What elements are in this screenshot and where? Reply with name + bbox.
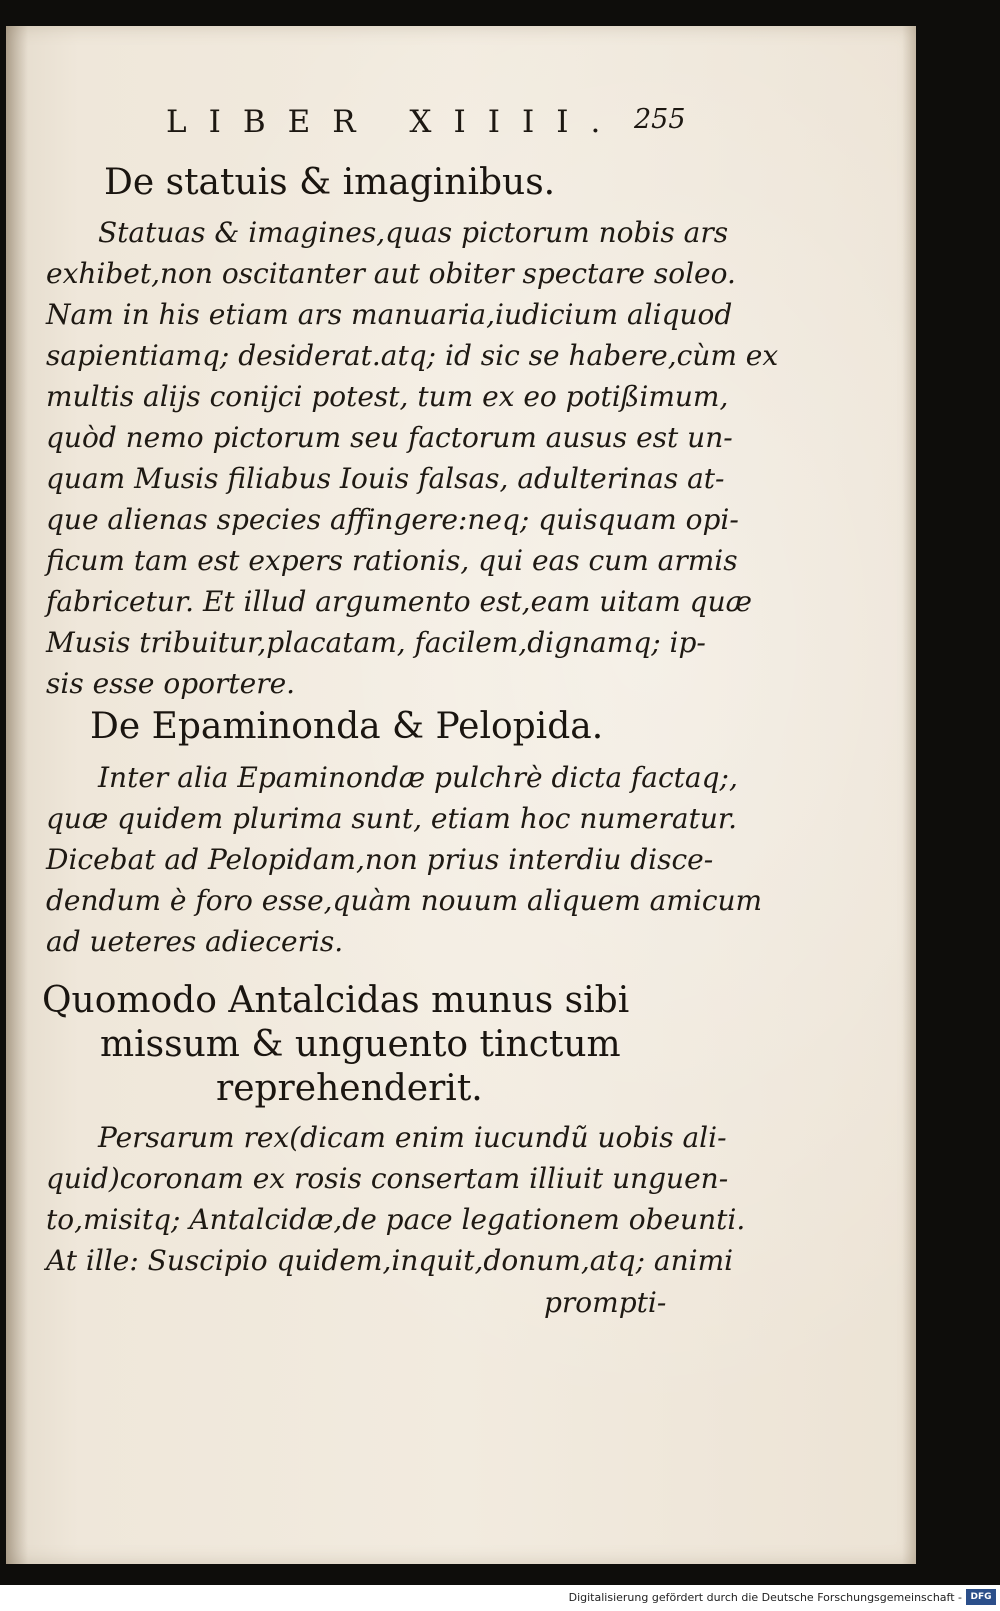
text-line: Statuas & imagines,quas pictorum nobis ars xyxy=(98,216,729,249)
text-line: ad ueteres adieceris. xyxy=(46,925,344,958)
text-line: Musis tribuitur,placatam, facilem,dignamq; ip- xyxy=(46,626,706,659)
page-number: 255 xyxy=(634,104,686,135)
text-line: At ille: Suscipio quidem,inquit,donum,atq; animi xyxy=(46,1244,734,1277)
section-heading-antalcidas-line2: missum & unguento tinctum xyxy=(100,1024,621,1065)
catchword: prompti- xyxy=(544,1286,667,1319)
text-line: multis alijs conijci potest, tum ex eo potißimum, xyxy=(46,380,729,413)
text-line: Inter alia Epaminondæ pulchrè dicta factaq;, xyxy=(98,761,738,794)
running-head: LIBER XIIII. xyxy=(166,104,623,140)
text-line: quòd nemo pictorum seu factorum ausus est un- xyxy=(46,421,733,454)
page-edge-shadow xyxy=(902,26,916,1564)
text-line: quam Musis filiabus Iouis falsas, adulterinas at- xyxy=(46,462,725,495)
text-line: to,misitq; Antalcidæ,de pace legationem obeunti. xyxy=(46,1203,746,1236)
section-heading-epaminonda: De Epaminonda & Pelopida. xyxy=(90,706,604,747)
text-line: ficum tam est expers rationis, qui eas cum armis xyxy=(46,544,738,577)
section-heading-antalcidas-line3: reprehenderit. xyxy=(216,1068,483,1109)
dfg-logo[interactable]: DFG xyxy=(966,1589,996,1605)
text-line: sapientiamq; desiderat.atq; id sic se habere,cùm ex xyxy=(46,339,779,372)
digitization-footer xyxy=(0,1585,1000,1611)
page-gutter-shadow xyxy=(6,26,28,1564)
text-line: que alienas species affingere:neq; quisquam opi- xyxy=(46,503,739,536)
text-line: Persarum rex(dicam enim iucundũ uobis ali- xyxy=(98,1121,727,1154)
text-line: quid)coronam ex rosis consertam illiuit unguen- xyxy=(46,1162,729,1195)
section-heading-statuis: De statuis & imaginibus. xyxy=(104,162,556,203)
text-line: Dicebat ad Pelopidam,non prius interdiu disce- xyxy=(46,843,714,876)
text-line: fabricetur. Et illud argumento est,eam uitam quæ xyxy=(46,585,752,618)
section-heading-antalcidas: Quomodo Antalcidas munus sibi xyxy=(42,980,630,1021)
text-line: dendum è foro esse,quàm nouum aliquem amicum xyxy=(46,884,763,917)
text-line: quæ quidem plurima sunt, etiam hoc numeratur. xyxy=(46,802,738,835)
text-line: sis esse oportere. xyxy=(46,667,296,700)
book-page xyxy=(6,26,916,1564)
footer-credit: Digitalisierung gefördert durch die Deutsche Forschungsgemeinschaft - xyxy=(568,1591,962,1604)
text-line: Nam in his etiam ars manuaria,iudicium aliquod xyxy=(46,298,733,331)
text-line: exhibet,non oscitanter aut obiter spectare soleo. xyxy=(46,257,736,290)
